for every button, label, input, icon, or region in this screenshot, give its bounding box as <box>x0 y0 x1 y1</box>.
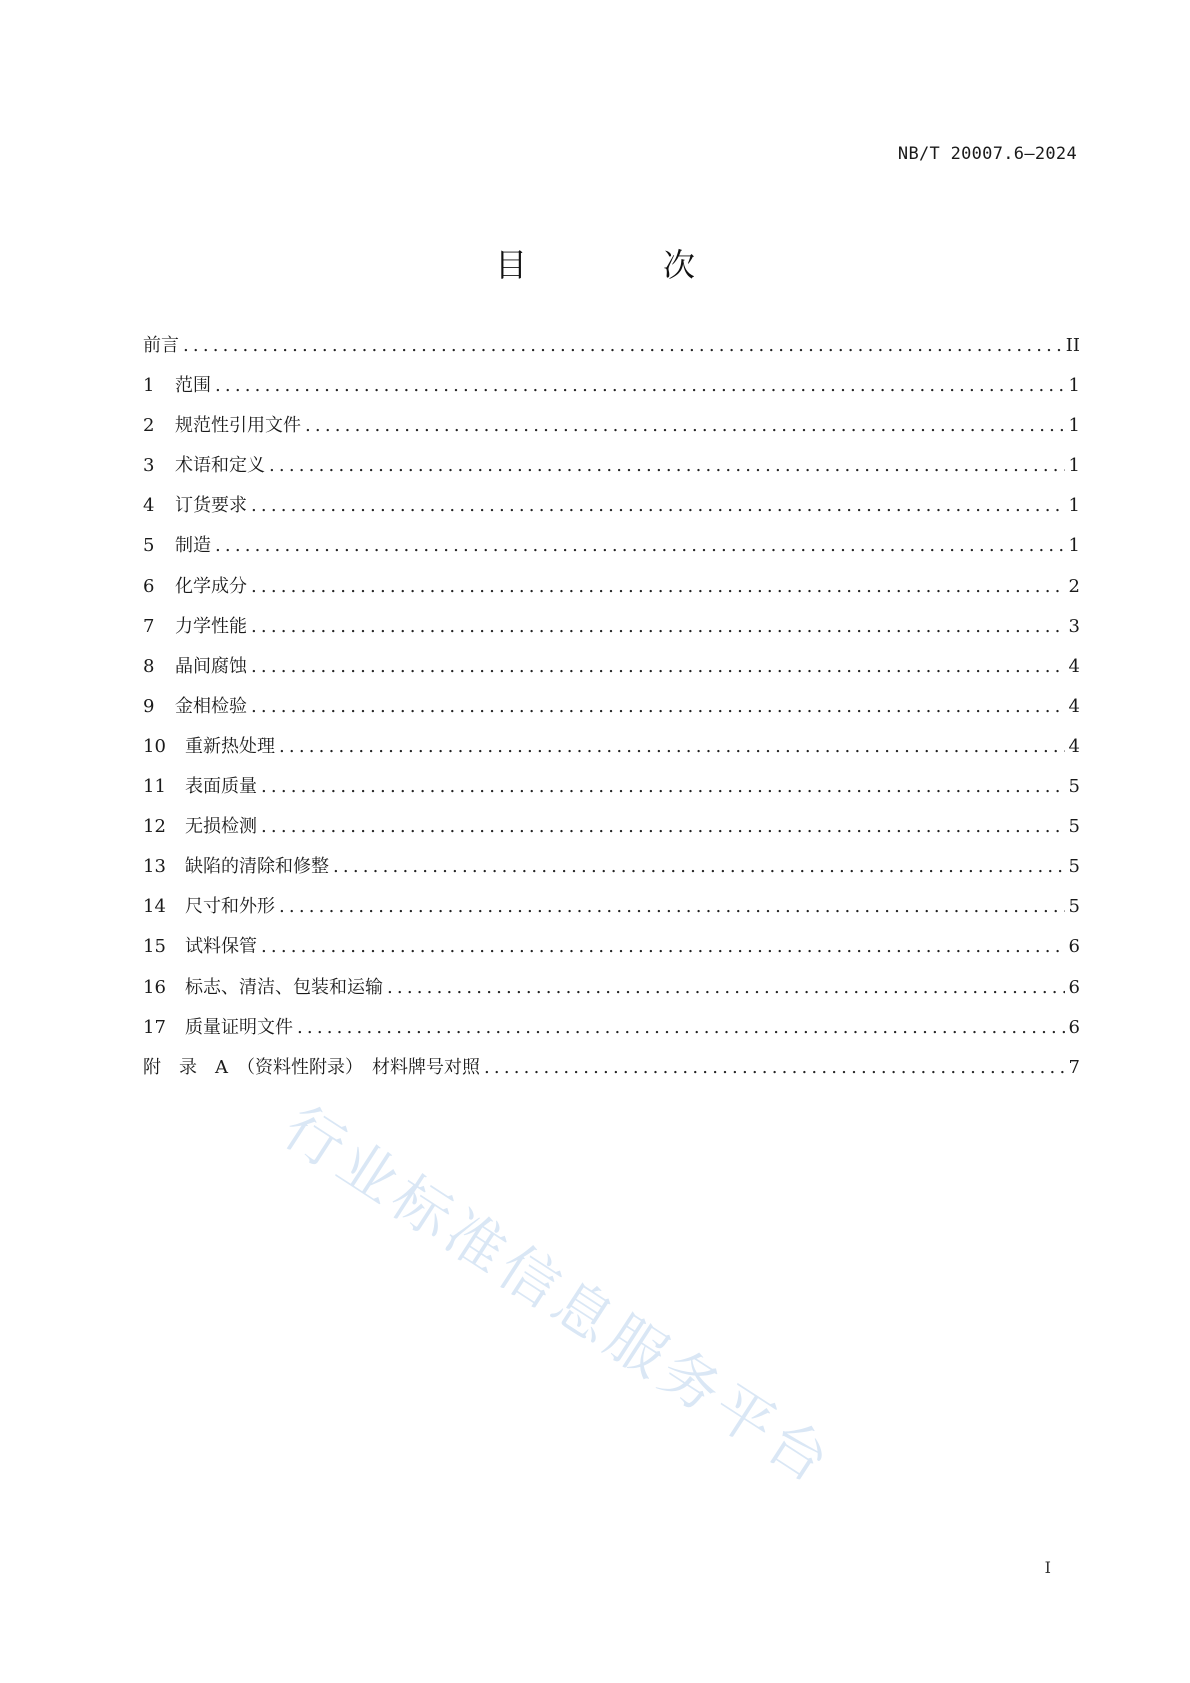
toc-leader-dots <box>279 887 1065 927</box>
toc-leader-dots <box>183 326 1062 366</box>
toc-title: 目 次 <box>494 246 747 284</box>
toc-entry-number: 4 <box>143 495 155 517</box>
toc-entry[interactable] <box>143 406 1080 446</box>
toc-entry-page: 3 <box>1068 615 1080 637</box>
toc-entry-label: 前言 <box>143 335 179 356</box>
toc-entry-page: 6 <box>1068 936 1080 958</box>
toc-leader-dots <box>251 647 1065 687</box>
toc-entry-number: 5 <box>143 535 155 557</box>
toc-entry-page: 2 <box>1068 575 1080 597</box>
toc-entry[interactable] <box>143 687 1080 727</box>
toc-entry[interactable] <box>143 1048 1080 1088</box>
toc-entry[interactable] <box>143 968 1080 1008</box>
toc-leader-dots <box>484 1048 1065 1088</box>
toc-entry[interactable] <box>143 767 1080 807</box>
toc-entry-label: 质量证明文件 <box>185 1016 293 1038</box>
toc-entry-page: 4 <box>1068 735 1080 757</box>
toc-leader-dots <box>279 727 1065 767</box>
toc-entry-number: 9 <box>143 695 155 717</box>
toc-entry-number: 10 <box>143 735 166 757</box>
toc-entry-number: 13 <box>143 856 166 878</box>
toc-entry[interactable] <box>143 526 1080 566</box>
toc-entry-number: 12 <box>143 816 166 838</box>
toc-entry[interactable] <box>143 486 1080 526</box>
toc-entry-page: 4 <box>1068 695 1080 717</box>
toc-leader-dots <box>261 767 1065 807</box>
toc-leader-dots <box>305 406 1065 446</box>
toc-entry-number: 15 <box>143 936 166 958</box>
toc-entry-label: 缺陷的清除和修整 <box>185 856 329 878</box>
toc-entry-page: II <box>1065 335 1080 356</box>
toc-entry[interactable] <box>143 326 1080 366</box>
toc-entry[interactable] <box>143 727 1080 767</box>
toc-entry[interactable] <box>143 1008 1080 1048</box>
toc-leader-dots <box>251 687 1065 727</box>
toc-leader-dots <box>251 567 1065 607</box>
toc-leader-dots <box>215 526 1065 566</box>
toc-entry[interactable] <box>143 366 1080 406</box>
toc-entry[interactable] <box>143 887 1080 927</box>
table-of-contents <box>143 326 1080 1088</box>
toc-entry-label: 范围 <box>175 375 211 397</box>
toc-entry[interactable] <box>143 607 1080 647</box>
toc-entry-number: 16 <box>143 976 166 998</box>
toc-entry[interactable] <box>143 647 1080 687</box>
toc-entry-label: 表面质量 <box>185 776 257 798</box>
toc-entry-label: 附 录 A （资料性附录） 材料牌号对照 <box>143 1056 480 1078</box>
toc-leader-dots <box>387 968 1065 1008</box>
toc-leader-dots <box>261 927 1065 967</box>
toc-entry-number: 7 <box>143 615 155 637</box>
toc-entry-page: 1 <box>1068 455 1080 477</box>
toc-entry-number: 8 <box>143 655 155 677</box>
toc-entry-page: 6 <box>1068 1016 1080 1038</box>
toc-entry[interactable] <box>143 446 1080 486</box>
watermark: 行业标准信息服务平台 <box>271 1092 846 1499</box>
toc-entry-page: 7 <box>1068 1056 1080 1078</box>
toc-entry-label: 无损检测 <box>185 816 257 838</box>
toc-entry-page: 1 <box>1068 495 1080 517</box>
toc-entry-page: 5 <box>1068 816 1080 838</box>
toc-leader-dots <box>251 486 1065 526</box>
toc-leader-dots <box>269 446 1065 486</box>
toc-entry-label: 订货要求 <box>175 495 247 517</box>
toc-entry-label: 力学性能 <box>175 615 247 637</box>
toc-entry[interactable] <box>143 567 1080 607</box>
toc-entry-page: 6 <box>1068 976 1080 998</box>
toc-entry-page: 4 <box>1068 655 1080 677</box>
toc-leader-dots <box>261 807 1065 847</box>
toc-entry[interactable] <box>143 927 1080 967</box>
toc-entry-page: 5 <box>1068 856 1080 878</box>
toc-entry-label: 晶间腐蚀 <box>175 655 247 677</box>
toc-leader-dots <box>333 847 1065 887</box>
toc-entry-label: 金相检验 <box>175 695 247 717</box>
toc-entry-label: 术语和定义 <box>175 455 265 477</box>
toc-entry-number: 3 <box>143 455 155 477</box>
document-code: NB/T 20007.6—2024 <box>897 144 1077 164</box>
toc-entry-number: 6 <box>143 575 155 597</box>
toc-entry-label: 尺寸和外形 <box>185 896 275 918</box>
toc-entry-page: 1 <box>1068 415 1080 437</box>
toc-entry-label: 标志、清洁、包装和运输 <box>185 976 383 998</box>
toc-entry[interactable] <box>143 847 1080 887</box>
toc-entry-number: 1 <box>143 375 155 397</box>
toc-entry-number: 11 <box>143 776 166 798</box>
toc-leader-dots <box>215 366 1065 406</box>
toc-entry-number: 17 <box>143 1016 166 1038</box>
page-number: I <box>1044 1558 1051 1577</box>
toc-entry-number: 14 <box>143 896 166 918</box>
toc-entry-label: 规范性引用文件 <box>175 415 301 437</box>
toc-leader-dots <box>297 1008 1065 1048</box>
toc-entry-label: 制造 <box>175 535 211 557</box>
toc-entry-page: 5 <box>1068 896 1080 918</box>
toc-entry-page: 1 <box>1068 375 1080 397</box>
toc-entry-label: 化学成分 <box>175 575 247 597</box>
toc-entry-label: 试料保管 <box>185 936 257 958</box>
toc-entry-page: 1 <box>1068 535 1080 557</box>
toc-entry-number: 2 <box>143 415 155 437</box>
toc-entry[interactable] <box>143 807 1080 847</box>
toc-entry-label: 重新热处理 <box>185 735 275 757</box>
toc-entry-page: 5 <box>1068 776 1080 798</box>
toc-leader-dots <box>251 607 1065 647</box>
